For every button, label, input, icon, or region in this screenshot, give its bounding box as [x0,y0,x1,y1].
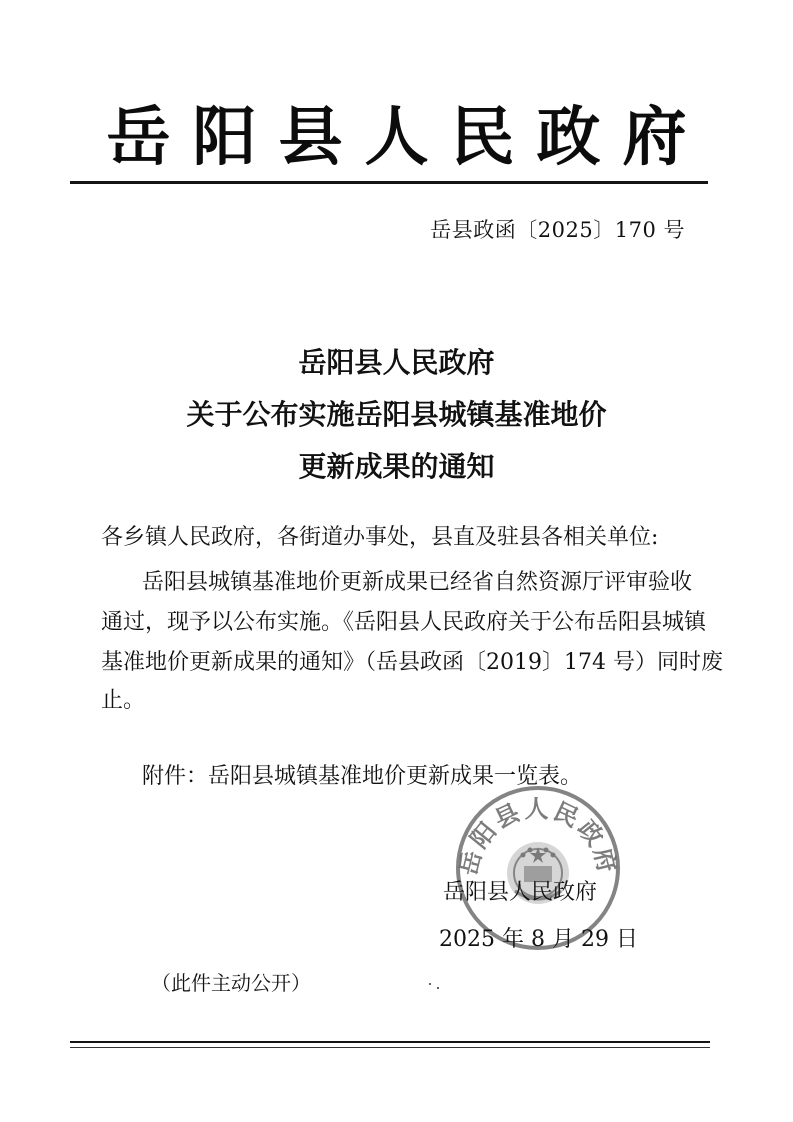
body-paragraph-line-1: 岳阳县城镇基准地价更新成果已经省自然资源厅评审验收 [142,570,693,595]
notice-title-line-1: 岳阳县人民政府 [298,346,495,379]
header-rule [70,181,708,184]
scan-speck [437,987,439,989]
seal-text: 岳阳县人民政府 [453,793,623,879]
document-number: 岳县政函〔2025〕170 号 [430,218,685,242]
signature-organization: 岳阳县人民政府 [443,880,598,905]
notice-title-line-3: 更新成果的通知 [298,450,495,483]
public-disclosure-note: （此件主动公开） [151,971,311,995]
header-org-name: 岳阳县人民政府 [106,100,709,175]
salutation: 各乡镇人民政府，各街道办事处，县直及驻县各相关单位: [101,525,659,550]
attachment-line: 附件：岳阳县城镇基准地价更新成果一览表。 [142,764,583,789]
notice-title-line-2: 关于公布实施岳阳县城镇基准地价 [186,398,607,431]
body-paragraph-line-2: 通过，现予以公布实施。《岳阳县人民政府关于公布岳阳县城镇 [101,610,707,635]
footer-rule-thick [70,1041,710,1043]
body-paragraph-line-4: 止。 [101,688,146,713]
footer-rule-thin [70,1047,710,1048]
scan-speck [429,983,431,985]
body-paragraph-line-3: 基准地价更新成果的通知》（岳县政函〔2019〕174 号）同时废 [101,650,723,675]
signature-date: 2025 年 8 月 29 日 [439,927,638,952]
